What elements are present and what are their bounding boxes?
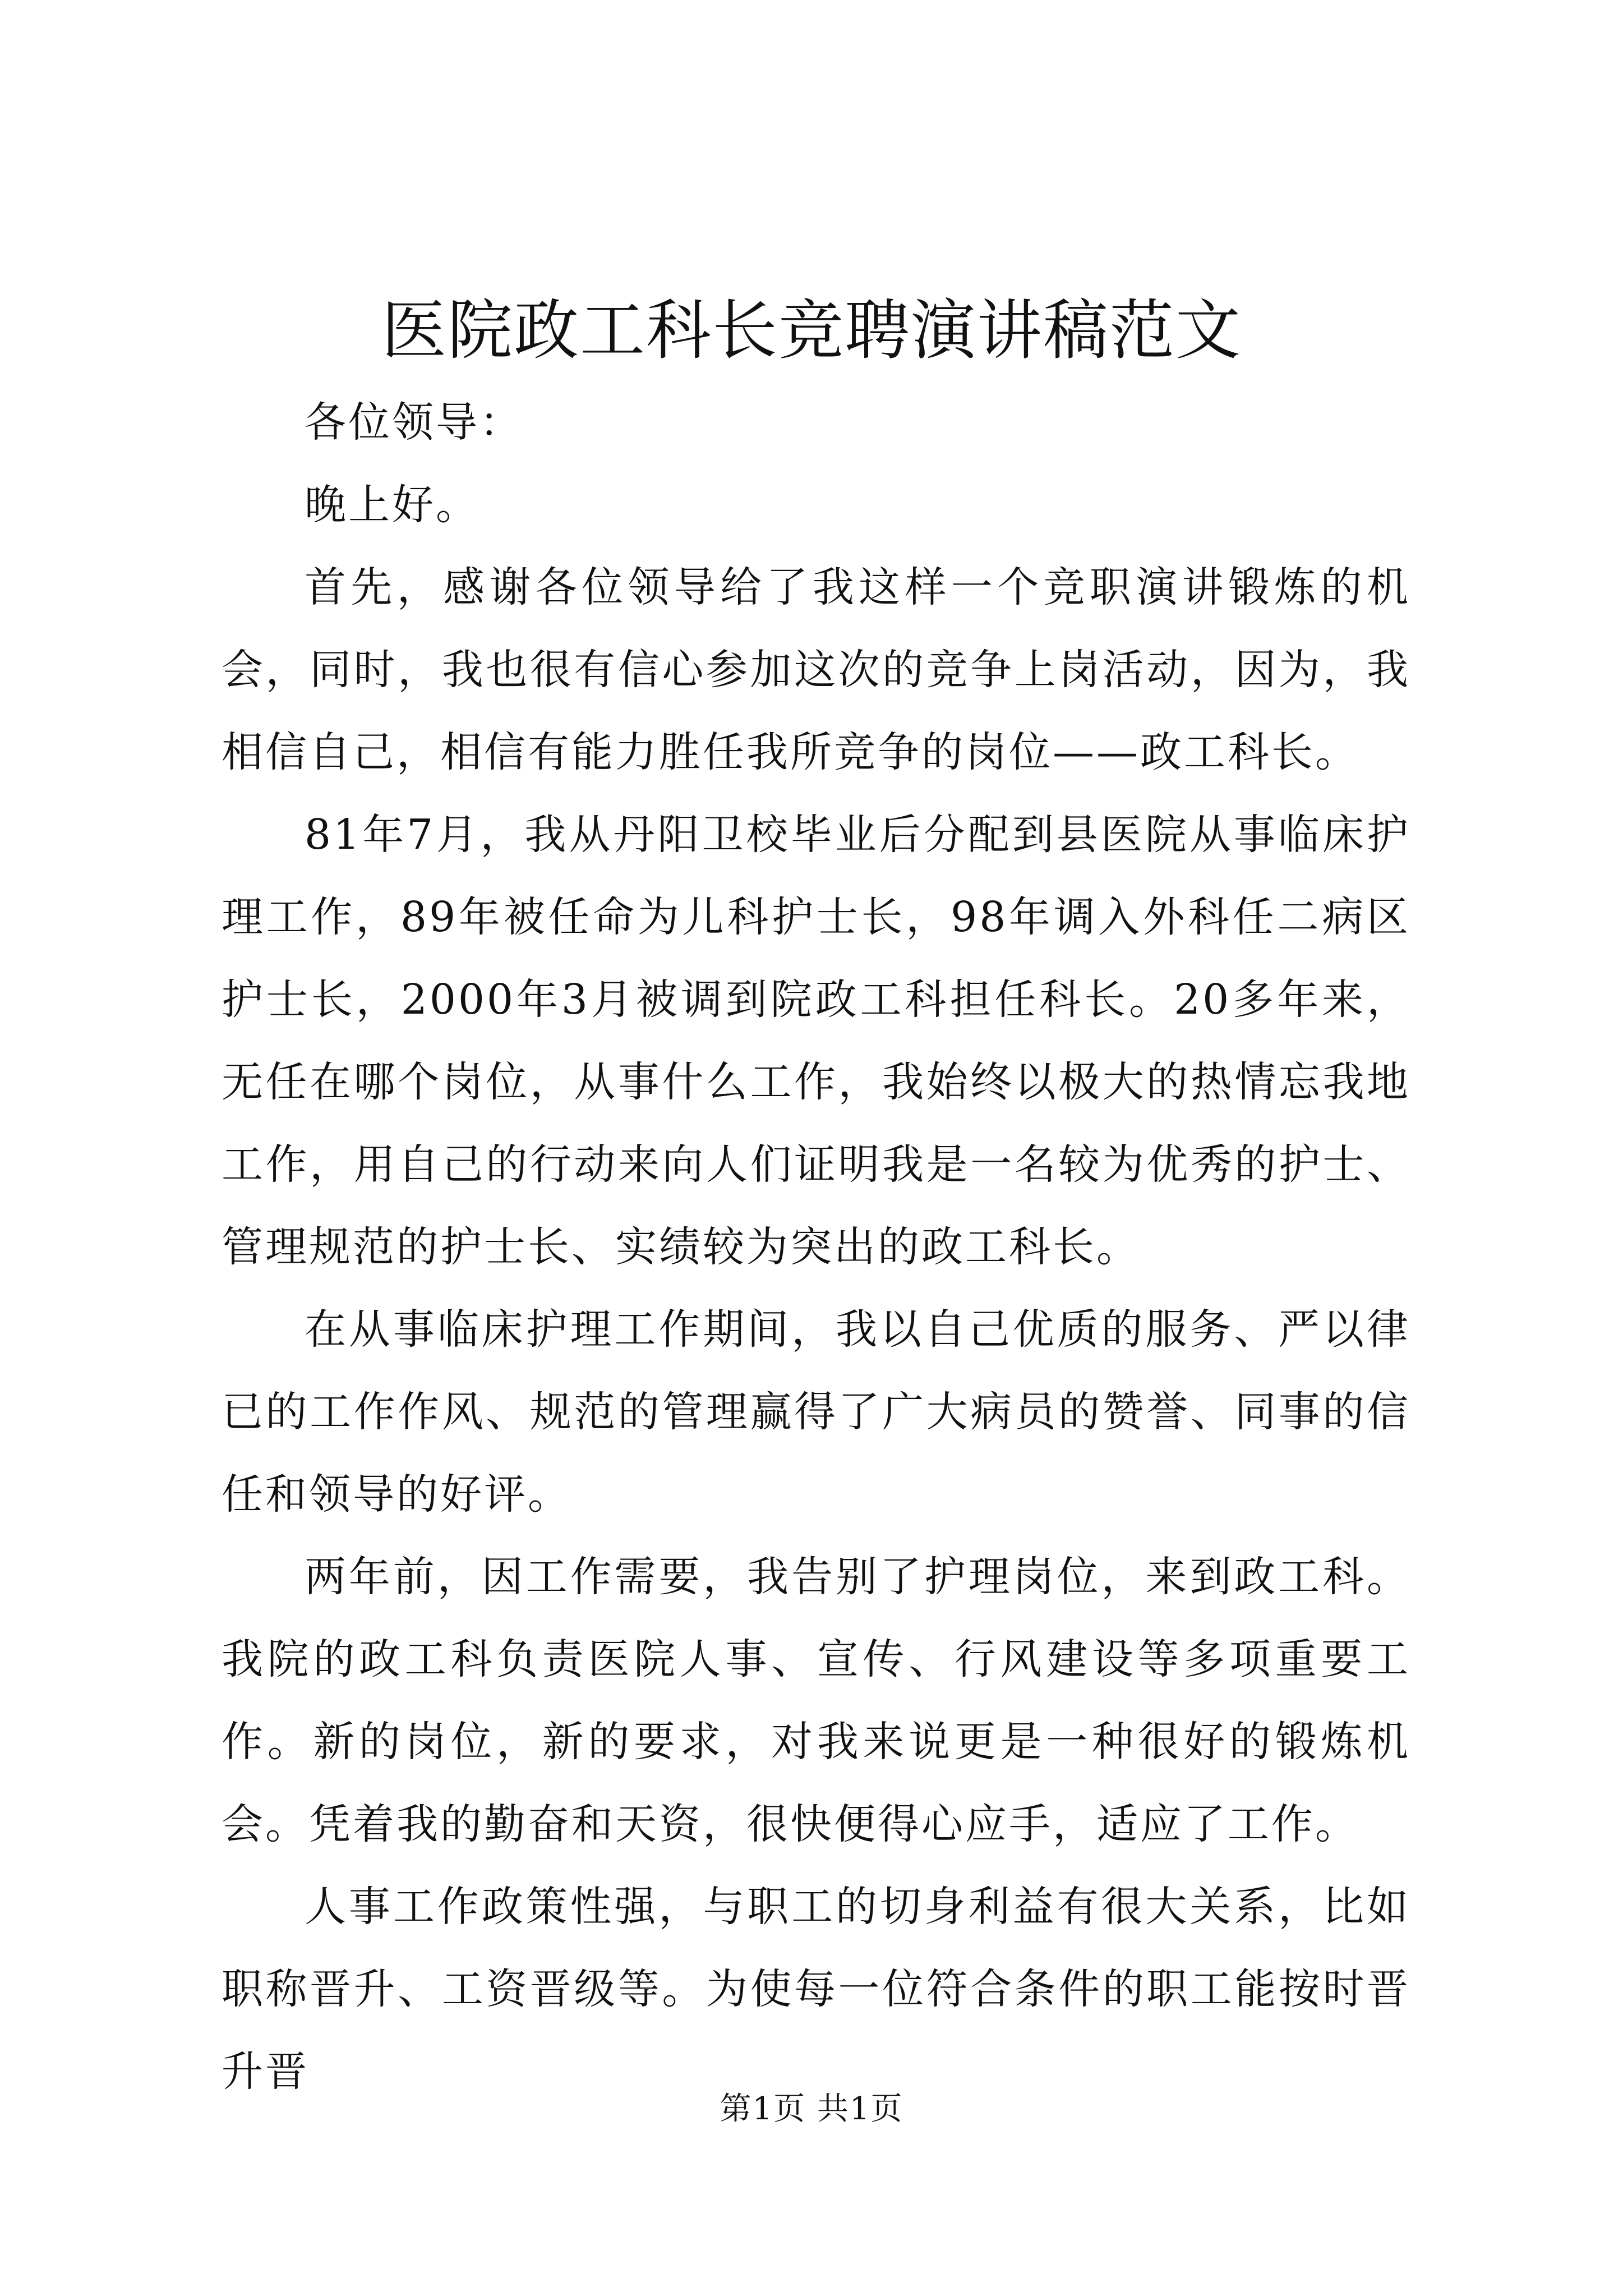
- paragraph: 两年前，因工作需要，我告别了护理岗位，来到政工科。我院的政工科负责医院人事、宣传、行风建设等多项重要工作。新的岗位，新的要求，对我来说更是一种很好的锻炼机会。凭着我的勤奋和天资，很快便得心应手，适应了工作。: [222, 1553, 1410, 1848]
- greeting: 晚上好。: [305, 481, 479, 529]
- document-title: 医院政工科长竞聘演讲稿范文: [381, 293, 1242, 369]
- paragraph: 首先，感谢各位领导给了我这样一个竞职演讲锻炼的机会，同时，我也很有信心参加这次的竞争上岗活动，因为，我相信自己，相信有能力胜任我所竞争的岗位——政工科长。: [222, 563, 1410, 776]
- salutation: 各位领导：: [305, 398, 523, 447]
- document-body: [222, 381, 1410, 2113]
- paragraph: 在从事临床护理工作期间，我以自己优质的服务、严以律已的工作作风、规范的管理赢得了广大病员的赞誉、同事的信任和领导的好评。: [222, 1305, 1410, 1519]
- page-number-footer: 第1页 共1页: [720, 2091, 903, 2127]
- paragraph: 81年7月，我从丹阳卫校毕业后分配到县医院从事临床护理工作，89年被任命为儿科护士长，98年调入外科任二病区护士长，2000年3月被调到院政工科担任科长。20多年来，无任在哪个岗位，从事什么工作，我始终以极大的热情忘我地工作，用自己的行动来向人们证明我是一名较为优秀的护士、管理规范的护士长、实绩较为突出的政工科长。: [222, 811, 1410, 1271]
- paragraph: 人事工作政策性强，与职工的切身利益有很大关系，比如职称晋升、工资晋级等。为使每一位符合条件的职工能按时晋升晋: [222, 1883, 1410, 2096]
